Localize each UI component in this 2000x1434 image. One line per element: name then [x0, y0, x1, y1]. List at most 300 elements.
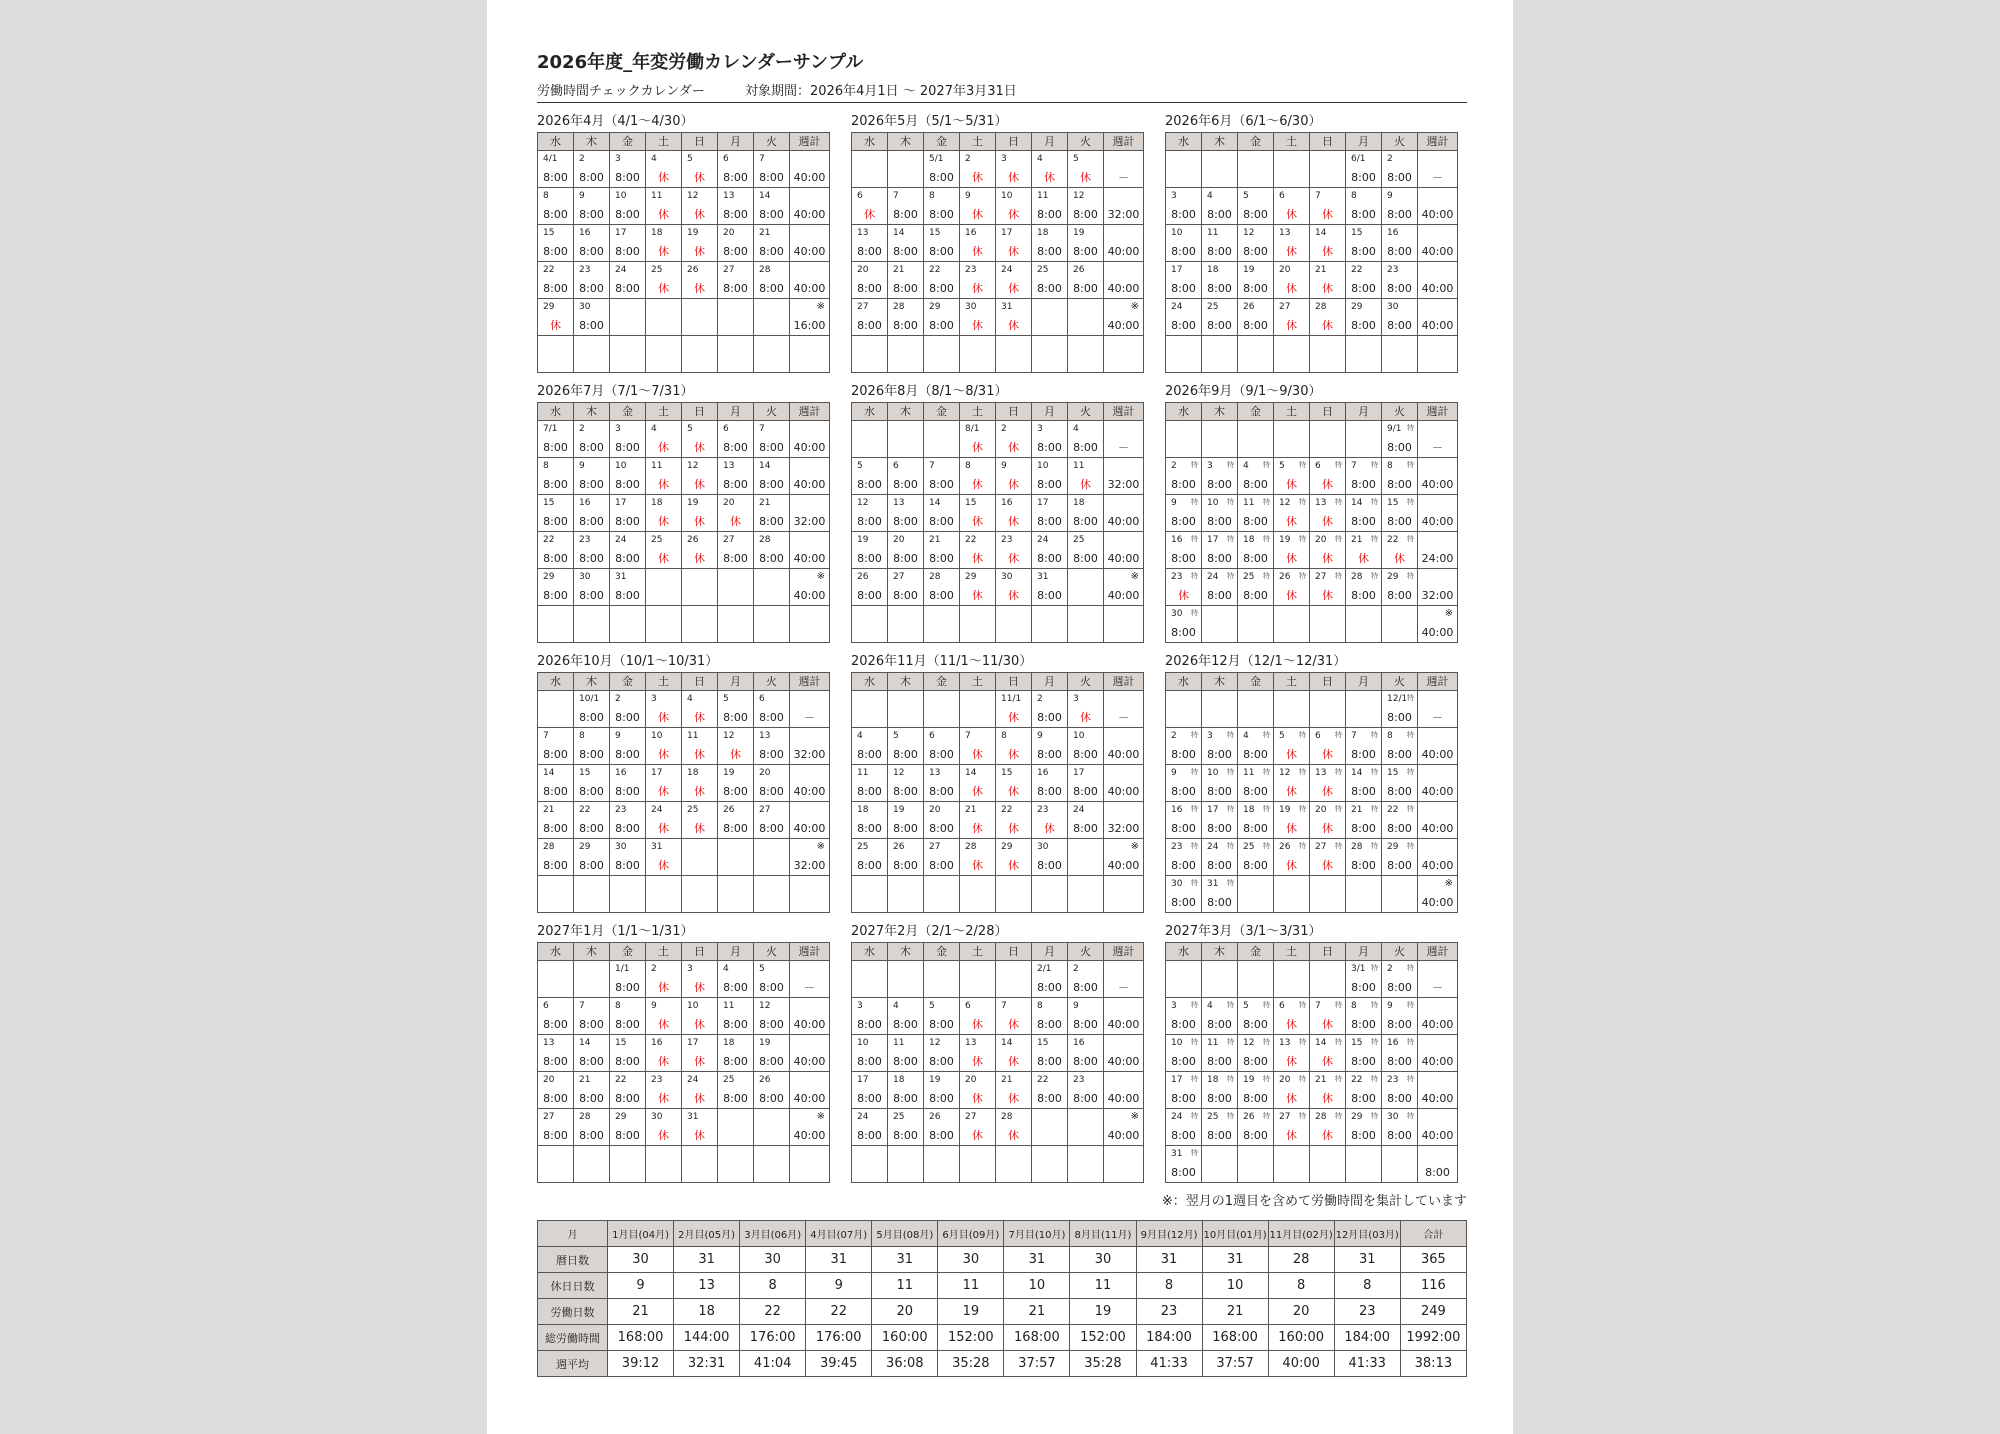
- weekday-header: 金: [1238, 673, 1274, 691]
- holiday-label: 休: [658, 711, 669, 724]
- weekly-total: 40:00: [1107, 1092, 1140, 1105]
- day-number: 23: [579, 535, 591, 545]
- summary-value: 176:00: [806, 1325, 872, 1351]
- special-mark: 特: [1407, 461, 1414, 469]
- day-cell: [960, 262, 996, 299]
- day-number: 21: [929, 535, 941, 545]
- empty-day-cell: [960, 336, 996, 373]
- day-cell: [1068, 728, 1104, 765]
- day-cell: [1166, 458, 1202, 495]
- work-hours: 8:00: [543, 478, 568, 491]
- week-row: [538, 1109, 830, 1146]
- weekly-total: 40:00: [793, 589, 826, 602]
- day-number: 17: [615, 228, 627, 238]
- holiday-label: 休: [1322, 822, 1333, 835]
- weekday-header: 水: [1166, 943, 1202, 961]
- work-hours: 8:00: [1037, 515, 1062, 528]
- weekday-header: 火: [1068, 673, 1104, 691]
- holiday-label: 休: [1322, 245, 1333, 258]
- day-number: 2: [965, 154, 971, 164]
- day-number: 12: [723, 731, 735, 741]
- holiday-label: 休: [972, 282, 983, 295]
- day-number: 23: [1171, 842, 1183, 852]
- day-number: 5: [857, 461, 863, 471]
- carryover-mark: ※: [1130, 1111, 1139, 1122]
- day-cell: [960, 188, 996, 225]
- day-cell: [996, 998, 1032, 1035]
- weekday-header: 木: [1202, 673, 1238, 691]
- day-number: 15: [929, 228, 941, 238]
- day-cell: [1310, 225, 1346, 262]
- work-hours: 8:00: [579, 515, 604, 528]
- month-heading: 2026年5月（5/1～5/31）: [851, 114, 1008, 129]
- holiday-label: 休: [1322, 515, 1333, 528]
- weekly-total-cell: [790, 299, 830, 336]
- work-hours: 8:00: [1243, 319, 1268, 332]
- empty-day-cell: [852, 421, 888, 458]
- day-number: 11: [651, 461, 663, 471]
- day-cell: [1274, 728, 1310, 765]
- day-number: 3: [1171, 1001, 1177, 1011]
- day-cell: [852, 188, 888, 225]
- day-number: 22: [1351, 1075, 1363, 1085]
- weekly-total: －: [804, 981, 815, 994]
- day-cell: [1166, 495, 1202, 532]
- empty-day-cell: [718, 1109, 754, 1146]
- holiday-label: 休: [694, 748, 705, 761]
- day-number: 8: [615, 1001, 621, 1011]
- work-hours: 8:00: [893, 785, 918, 798]
- day-number: 10/1: [579, 694, 600, 704]
- day-number: 25: [1207, 302, 1219, 312]
- holiday-label: 休: [1286, 1129, 1297, 1142]
- day-number: 9: [651, 1001, 657, 1011]
- day-number: 8: [1037, 1001, 1043, 1011]
- holiday-label: 休: [972, 515, 983, 528]
- month-heading: 2026年7月（7/1～7/31）: [537, 384, 694, 399]
- day-cell: [1166, 839, 1202, 876]
- empty-day-cell: [924, 336, 960, 373]
- carryover-mark: ※: [816, 301, 825, 312]
- work-hours: 8:00: [1037, 1018, 1062, 1031]
- day-cell: [646, 1072, 682, 1109]
- holiday-label: 休: [864, 208, 875, 221]
- empty-day-cell: [996, 1146, 1032, 1183]
- work-hours: 8:00: [1207, 552, 1232, 565]
- day-number: 8: [1351, 1001, 1357, 1011]
- work-hours: 8:00: [615, 859, 640, 872]
- day-number: 22: [1387, 805, 1399, 815]
- day-cell: [852, 299, 888, 336]
- weekly-total: 40:00: [793, 1129, 826, 1142]
- day-cell: [1382, 765, 1418, 802]
- day-cell: [574, 151, 610, 188]
- work-hours: 8:00: [857, 785, 882, 798]
- weekly-total-cell: [1104, 532, 1144, 569]
- day-cell: [1346, 262, 1382, 299]
- summary-value: 23: [1334, 1299, 1400, 1325]
- day-number: 21: [1001, 1075, 1013, 1085]
- holiday-label: 休: [658, 478, 669, 491]
- special-mark: 特: [1335, 1112, 1342, 1120]
- work-hours: 8:00: [1073, 748, 1098, 761]
- day-number: 23: [1037, 805, 1049, 815]
- work-hours: 8:00: [893, 859, 918, 872]
- day-number: 23: [579, 265, 591, 275]
- day-cell: [1310, 802, 1346, 839]
- empty-day-cell: [960, 606, 996, 643]
- holiday-label: 休: [1394, 552, 1405, 565]
- day-cell: [1382, 569, 1418, 606]
- special-mark: 特: [1407, 572, 1414, 580]
- day-cell: [718, 458, 754, 495]
- day-cell: [574, 458, 610, 495]
- weekly-total-cell: [1418, 262, 1458, 299]
- weekday-header: 金: [924, 943, 960, 961]
- holiday-label: 休: [694, 1092, 705, 1105]
- week-row: [1166, 495, 1458, 532]
- day-number: 29: [1351, 302, 1363, 312]
- weekday-header: 月: [718, 943, 754, 961]
- day-number: 4: [857, 731, 863, 741]
- work-hours: 8:00: [579, 441, 604, 454]
- empty-day-cell: [1032, 1109, 1068, 1146]
- day-number: 17: [615, 498, 627, 508]
- day-number: 10: [1073, 731, 1085, 741]
- day-cell: [888, 765, 924, 802]
- day-number: 5: [687, 154, 693, 164]
- weekly-total: －: [804, 711, 815, 724]
- day-number: 17: [857, 1075, 869, 1085]
- empty-day-cell: [718, 606, 754, 643]
- work-hours: 8:00: [1037, 282, 1062, 295]
- work-hours: 8:00: [1207, 208, 1232, 221]
- day-number: 4: [723, 964, 729, 974]
- work-hours: 8:00: [1387, 1055, 1412, 1068]
- day-cell: [996, 262, 1032, 299]
- day-number: 10: [687, 1001, 699, 1011]
- day-number: 10: [1171, 1038, 1183, 1048]
- work-hours: 8:00: [1387, 1092, 1412, 1105]
- weekly-total-cell: [1104, 188, 1144, 225]
- summary-value: 21: [1202, 1299, 1268, 1325]
- day-cell: [718, 691, 754, 728]
- empty-day-cell: [574, 1146, 610, 1183]
- day-number: 18: [857, 805, 869, 815]
- day-cell: [610, 532, 646, 569]
- special-mark: 特: [1263, 1038, 1270, 1046]
- day-cell: [574, 262, 610, 299]
- day-number: 20: [929, 805, 941, 815]
- day-cell: [1238, 1072, 1274, 1109]
- day-number: 20: [1279, 1075, 1291, 1085]
- day-number: 25: [651, 265, 663, 275]
- week-row: [1166, 569, 1458, 606]
- summary-row-label: 総労働時間: [538, 1325, 608, 1351]
- work-hours: 8:00: [723, 282, 748, 295]
- special-mark: 特: [1299, 1038, 1306, 1046]
- day-number: 27: [1315, 842, 1327, 852]
- holiday-label: 休: [972, 319, 983, 332]
- day-cell: [960, 151, 996, 188]
- special-mark: 特: [1227, 1001, 1234, 1009]
- day-cell: [888, 728, 924, 765]
- holiday-label: 休: [972, 1018, 983, 1031]
- weekly-total-cell: [1418, 998, 1458, 1035]
- work-hours: 8:00: [579, 589, 604, 602]
- empty-day-cell: [1274, 606, 1310, 643]
- special-mark: 特: [1263, 731, 1270, 739]
- weekday-header: 金: [1238, 133, 1274, 151]
- work-hours: 8:00: [1387, 478, 1412, 491]
- work-hours: 8:00: [759, 822, 784, 835]
- weekly-total: 40:00: [793, 282, 826, 295]
- work-hours: 8:00: [1243, 552, 1268, 565]
- carryover-mark: ※: [1130, 841, 1139, 852]
- day-cell: [574, 1109, 610, 1146]
- work-hours: 8:00: [1207, 282, 1232, 295]
- empty-day-cell: [960, 876, 996, 913]
- day-number: 21: [543, 805, 555, 815]
- day-number: 26: [1073, 265, 1085, 275]
- empty-day-cell: [1238, 421, 1274, 458]
- work-hours: 8:00: [543, 822, 568, 835]
- weekly-total: －: [1432, 171, 1443, 184]
- week-row: [852, 421, 1144, 458]
- day-cell: [1382, 691, 1418, 728]
- weekday-header: 金: [1238, 403, 1274, 421]
- day-cell: [1238, 188, 1274, 225]
- week-row: [538, 299, 830, 336]
- day-number: 23: [651, 1075, 663, 1085]
- weekly-total-cell: [1104, 299, 1144, 336]
- empty-day-cell: [852, 151, 888, 188]
- day-number: 13: [1279, 1038, 1291, 1048]
- day-number: 13: [543, 1038, 555, 1048]
- day-number: 9: [579, 191, 585, 201]
- week-row: [538, 421, 830, 458]
- day-cell: [682, 998, 718, 1035]
- holiday-label: 休: [1008, 589, 1019, 602]
- day-number: 28: [965, 842, 977, 852]
- day-number: 26: [1243, 1112, 1255, 1122]
- day-number: 16: [1387, 1038, 1399, 1048]
- weekly-total-cell: [1104, 495, 1144, 532]
- week-row: [538, 606, 830, 643]
- day-cell: [996, 458, 1032, 495]
- special-mark: 特: [1299, 535, 1306, 543]
- empty-day-cell: [754, 606, 790, 643]
- weekday-header: 火: [754, 133, 790, 151]
- weekday-header: 土: [960, 133, 996, 151]
- day-number: 28: [893, 302, 905, 312]
- day-number: 9: [615, 731, 621, 741]
- weekly-total-cell: [1104, 262, 1144, 299]
- weekday-header: 火: [754, 673, 790, 691]
- summary-value: 168:00: [1202, 1325, 1268, 1351]
- month-calendar: [537, 922, 829, 1183]
- day-number: 24: [1171, 302, 1183, 312]
- work-hours: 8:00: [615, 245, 640, 258]
- day-cell: [1274, 1035, 1310, 1072]
- summary-column-header: 6月目(09月): [938, 1221, 1004, 1247]
- day-number: 26: [687, 265, 699, 275]
- summary-value: 30: [608, 1247, 674, 1273]
- day-number: 9: [579, 461, 585, 471]
- week-row: [852, 495, 1144, 532]
- work-hours: 8:00: [1207, 515, 1232, 528]
- day-number: 11: [687, 731, 699, 741]
- day-cell: [1068, 188, 1104, 225]
- day-cell: [646, 495, 682, 532]
- holiday-label: 休: [730, 748, 741, 761]
- work-hours: 8:00: [857, 1018, 882, 1031]
- day-number: 13: [1279, 228, 1291, 238]
- empty-day-cell: [924, 421, 960, 458]
- holiday-label: 休: [972, 859, 983, 872]
- weekday-header: 土: [1274, 943, 1310, 961]
- summary-value: 365: [1400, 1247, 1466, 1273]
- holiday-label: 休: [658, 1129, 669, 1142]
- day-cell: [538, 225, 574, 262]
- day-cell: [888, 225, 924, 262]
- holiday-label: 休: [1080, 711, 1091, 724]
- weekday-header: 日: [682, 133, 718, 151]
- work-hours: 8:00: [1387, 785, 1412, 798]
- weekday-header: 木: [574, 673, 610, 691]
- empty-day-cell: [1382, 606, 1418, 643]
- summary-value: 176:00: [740, 1325, 806, 1351]
- holiday-label: 休: [972, 785, 983, 798]
- summary-value: 168:00: [608, 1325, 674, 1351]
- holiday-label: 休: [972, 589, 983, 602]
- day-cell: [610, 458, 646, 495]
- work-hours: 8:00: [1207, 245, 1232, 258]
- day-cell: [1274, 998, 1310, 1035]
- day-cell: [888, 839, 924, 876]
- day-cell: [574, 1072, 610, 1109]
- special-mark: 特: [1227, 498, 1234, 506]
- day-cell: [574, 569, 610, 606]
- work-hours: 8:00: [615, 208, 640, 221]
- work-hours: 8:00: [1351, 515, 1376, 528]
- day-cell: [1382, 532, 1418, 569]
- work-hours: 8:00: [579, 1129, 604, 1142]
- empty-day-cell: [718, 569, 754, 606]
- weekly-total-cell: [790, 569, 830, 606]
- weekly-total: 32:00: [793, 515, 826, 528]
- empty-day-cell: [1068, 1109, 1104, 1146]
- special-mark: 特: [1191, 461, 1198, 469]
- empty-day-cell: [1274, 421, 1310, 458]
- day-cell: [996, 1072, 1032, 1109]
- week-row: [1166, 839, 1458, 876]
- day-cell: [682, 1109, 718, 1146]
- empty-day-cell: [1346, 691, 1382, 728]
- empty-day-cell: [682, 606, 718, 643]
- weekly-total-header: 週計: [1418, 403, 1458, 421]
- work-hours: 8:00: [1351, 478, 1376, 491]
- empty-day-cell: [682, 569, 718, 606]
- day-cell: [924, 151, 960, 188]
- empty-day-cell: [1068, 606, 1104, 643]
- day-cell: [574, 998, 610, 1035]
- weekly-total: 40:00: [1421, 1129, 1454, 1142]
- work-hours: 8:00: [1073, 282, 1098, 295]
- weekday-header: 土: [646, 133, 682, 151]
- month-calendar: [1165, 652, 1457, 913]
- day-cell: [1238, 225, 1274, 262]
- weekday-header: 土: [960, 943, 996, 961]
- weekly-total: 32:00: [1107, 208, 1140, 221]
- empty-day-cell: [852, 691, 888, 728]
- day-number: 17: [1171, 265, 1183, 275]
- day-number: 2: [615, 694, 621, 704]
- day-cell: [610, 1035, 646, 1072]
- work-hours: 8:00: [615, 1092, 640, 1105]
- day-cell: [1032, 532, 1068, 569]
- day-cell: [924, 188, 960, 225]
- day-number: 18: [651, 498, 663, 508]
- work-hours: 8:00: [1387, 1018, 1412, 1031]
- day-cell: [1274, 495, 1310, 532]
- day-number: 9: [1001, 461, 1007, 471]
- work-hours: 8:00: [759, 981, 784, 994]
- weekday-header: 木: [574, 943, 610, 961]
- day-cell: [1166, 188, 1202, 225]
- empty-day-cell: [1032, 606, 1068, 643]
- day-cell: [1346, 998, 1382, 1035]
- day-number: 21: [965, 805, 977, 815]
- day-cell: [924, 262, 960, 299]
- summary-value: 8: [1136, 1273, 1202, 1299]
- day-cell: [574, 1035, 610, 1072]
- day-cell: [646, 728, 682, 765]
- empty-day-cell: [1382, 876, 1418, 913]
- work-hours: 8:00: [1037, 748, 1062, 761]
- day-number: 27: [893, 572, 905, 582]
- day-cell: [1238, 998, 1274, 1035]
- day-number: 30: [1001, 572, 1013, 582]
- day-number: 19: [1243, 265, 1255, 275]
- day-cell: [1310, 765, 1346, 802]
- day-number: 25: [1243, 842, 1255, 852]
- day-cell: [1346, 765, 1382, 802]
- day-cell: [718, 802, 754, 839]
- empty-day-cell: [1274, 151, 1310, 188]
- day-cell: [1068, 691, 1104, 728]
- special-mark: 特: [1371, 572, 1378, 580]
- month-heading: 2026年4月（4/1～4/30）: [537, 114, 694, 129]
- weekly-total: 40:00: [1421, 515, 1454, 528]
- day-number: 11/1: [1001, 694, 1022, 704]
- day-number: 2: [1387, 964, 1393, 974]
- work-hours: 8:00: [1387, 245, 1412, 258]
- month-table: [537, 942, 830, 1183]
- summary-value: 41:33: [1136, 1351, 1202, 1377]
- day-cell: [1238, 569, 1274, 606]
- day-cell: [852, 1035, 888, 1072]
- weekly-total-header: 週計: [1418, 673, 1458, 691]
- day-number: 24: [1207, 842, 1219, 852]
- weekday-header: 水: [538, 403, 574, 421]
- summary-column-header: 11月目(02月): [1268, 1221, 1334, 1247]
- work-hours: 8:00: [893, 822, 918, 835]
- day-number: 24: [857, 1112, 869, 1122]
- day-number: 2: [1387, 154, 1393, 164]
- day-number: 29: [615, 1112, 627, 1122]
- day-number: 6: [893, 461, 899, 471]
